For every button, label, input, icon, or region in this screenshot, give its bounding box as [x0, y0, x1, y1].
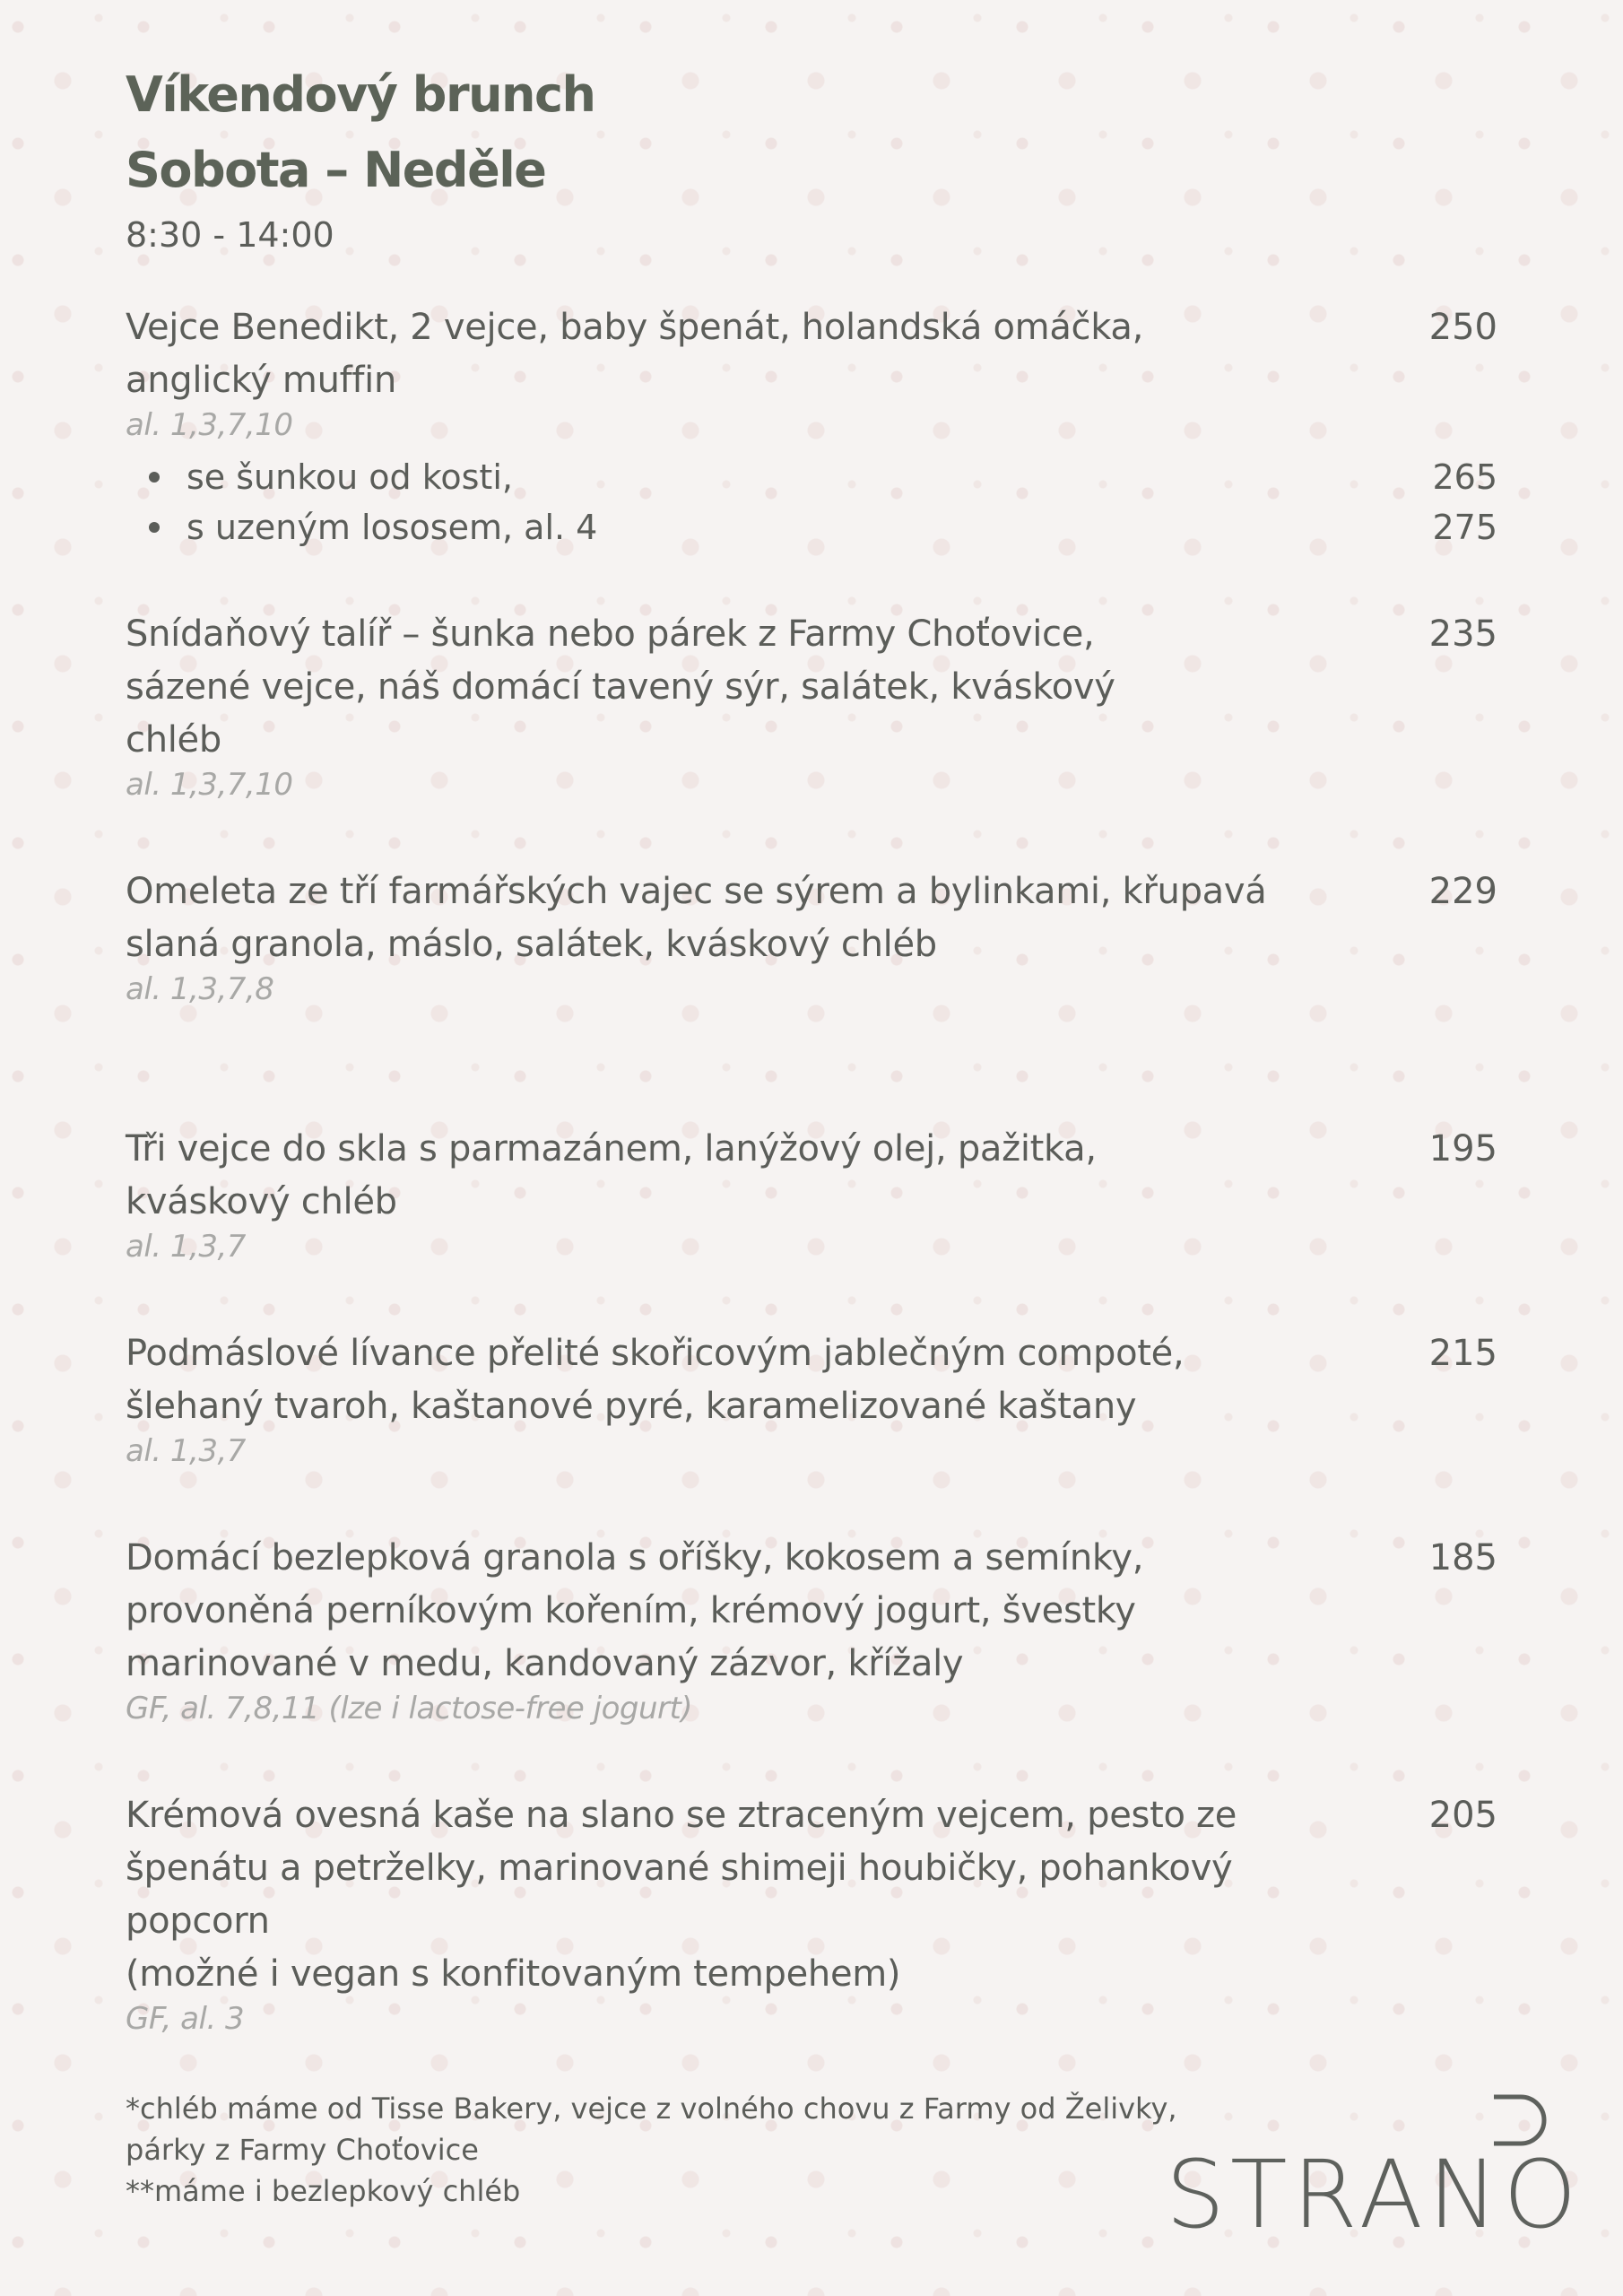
menu-days: Sobota – Neděle: [126, 142, 546, 198]
item-allergens: al. 1,3,7,10: [126, 767, 293, 803]
item-allergens: GF, al. 7,8,11 (lze i lactose-free jogurt): [126, 1691, 693, 1726]
item-description: Tři vejce do skla s parmazánem, lanýžový olej, pažitka, kváskový chléb: [126, 1128, 1097, 1222]
item-allergens: al. 1,3,7,8: [126, 971, 274, 1007]
strano-logo: [1166, 2092, 1583, 2249]
item-price: 185: [1428, 1537, 1497, 1578]
item-allergens: GF, al. 3: [126, 2001, 245, 2037]
menu-header: [126, 57, 595, 260]
item-description: Snídaňový talíř – šunka nebo párek z Farmy Choťovice, sázené vejce, náš domácí tavený sýr, salátek, kváskový chléb: [126, 613, 1115, 761]
menu-item-pancakes: [126, 1327, 1497, 1469]
menu-hours: 8:30 - 14:00: [126, 215, 334, 255]
item-description: Vejce Benedikt, 2 vejce, baby špenát, holandská omáčka, anglický muffin: [126, 307, 1144, 401]
item-price: 215: [1428, 1333, 1497, 1374]
option-label: s uzeným lososem, al. 4: [187, 508, 598, 547]
footnotes: [126, 2088, 1177, 2212]
menu-title: Víkendový brunch: [126, 66, 595, 123]
menu-item-granola: [126, 1532, 1497, 1726]
menu-item-breakfast-plate: [126, 608, 1497, 803]
item-allergens: al. 1,3,7: [126, 1433, 246, 1469]
item-allergens: al. 1,3,7,10: [126, 407, 293, 443]
item-price: 205: [1428, 1795, 1497, 1836]
item-option: [126, 502, 1497, 552]
bullet-icon: [149, 522, 160, 533]
footnote-line: *chléb máme od Tisse Bakery, vejce z volného chovu z Farmy od Želivky,: [126, 2092, 1177, 2126]
menu-item-eggs-benedict: [126, 301, 1497, 552]
item-allergens: al. 1,3,7: [126, 1229, 246, 1265]
menu-item-eggs-in-glass: [126, 1123, 1497, 1265]
item-description: Podmáslové lívance přelité skořicovým jablečným compoté, šlehaný tvaroh, kaštanové pyré, karamelizované kaštany: [126, 1333, 1185, 1427]
menu-item-savory-porridge: [126, 1789, 1497, 2037]
item-description: Omeleta ze tří farmářských vajec se sýrem a bylinkami, křupavá slaná granola, máslo, salátek, kváskový chléb: [126, 871, 1267, 965]
footnote-line: **máme i bezlepkový chléb: [126, 2174, 521, 2208]
item-price: 235: [1428, 613, 1497, 655]
item-price: 195: [1428, 1128, 1497, 1170]
item-price: 229: [1428, 871, 1497, 912]
item-price: 250: [1428, 307, 1497, 348]
option-price: 275: [1432, 508, 1497, 547]
item-option: [126, 452, 1497, 502]
menu-item-omelette: [126, 865, 1497, 1007]
footnote-line: párky z Farmy Choťovice: [126, 2133, 479, 2167]
item-description-extra: (možné i vegan s konfitovaným tempehem): [126, 1953, 901, 1995]
option-label: se šunkou od kosti,: [187, 457, 513, 497]
item-description: Krémová ovesná kaše na slano se ztraceným vejcem, pesto ze špenátu a petrželky, marinované shimeji houbičky, pohankový popcorn: [126, 1795, 1237, 1942]
option-price: 265: [1432, 457, 1497, 497]
logo-wordmark: STRANO: [1166, 2140, 1583, 2249]
item-description: Domácí bezlepková granola s oříšky, kokosem a semínky, provoněná perníkovým kořením, krémový jogurt, švestky marinované v medu, kandovaný zázvor, křížaly: [126, 1537, 1144, 1684]
bullet-icon: [149, 472, 160, 483]
